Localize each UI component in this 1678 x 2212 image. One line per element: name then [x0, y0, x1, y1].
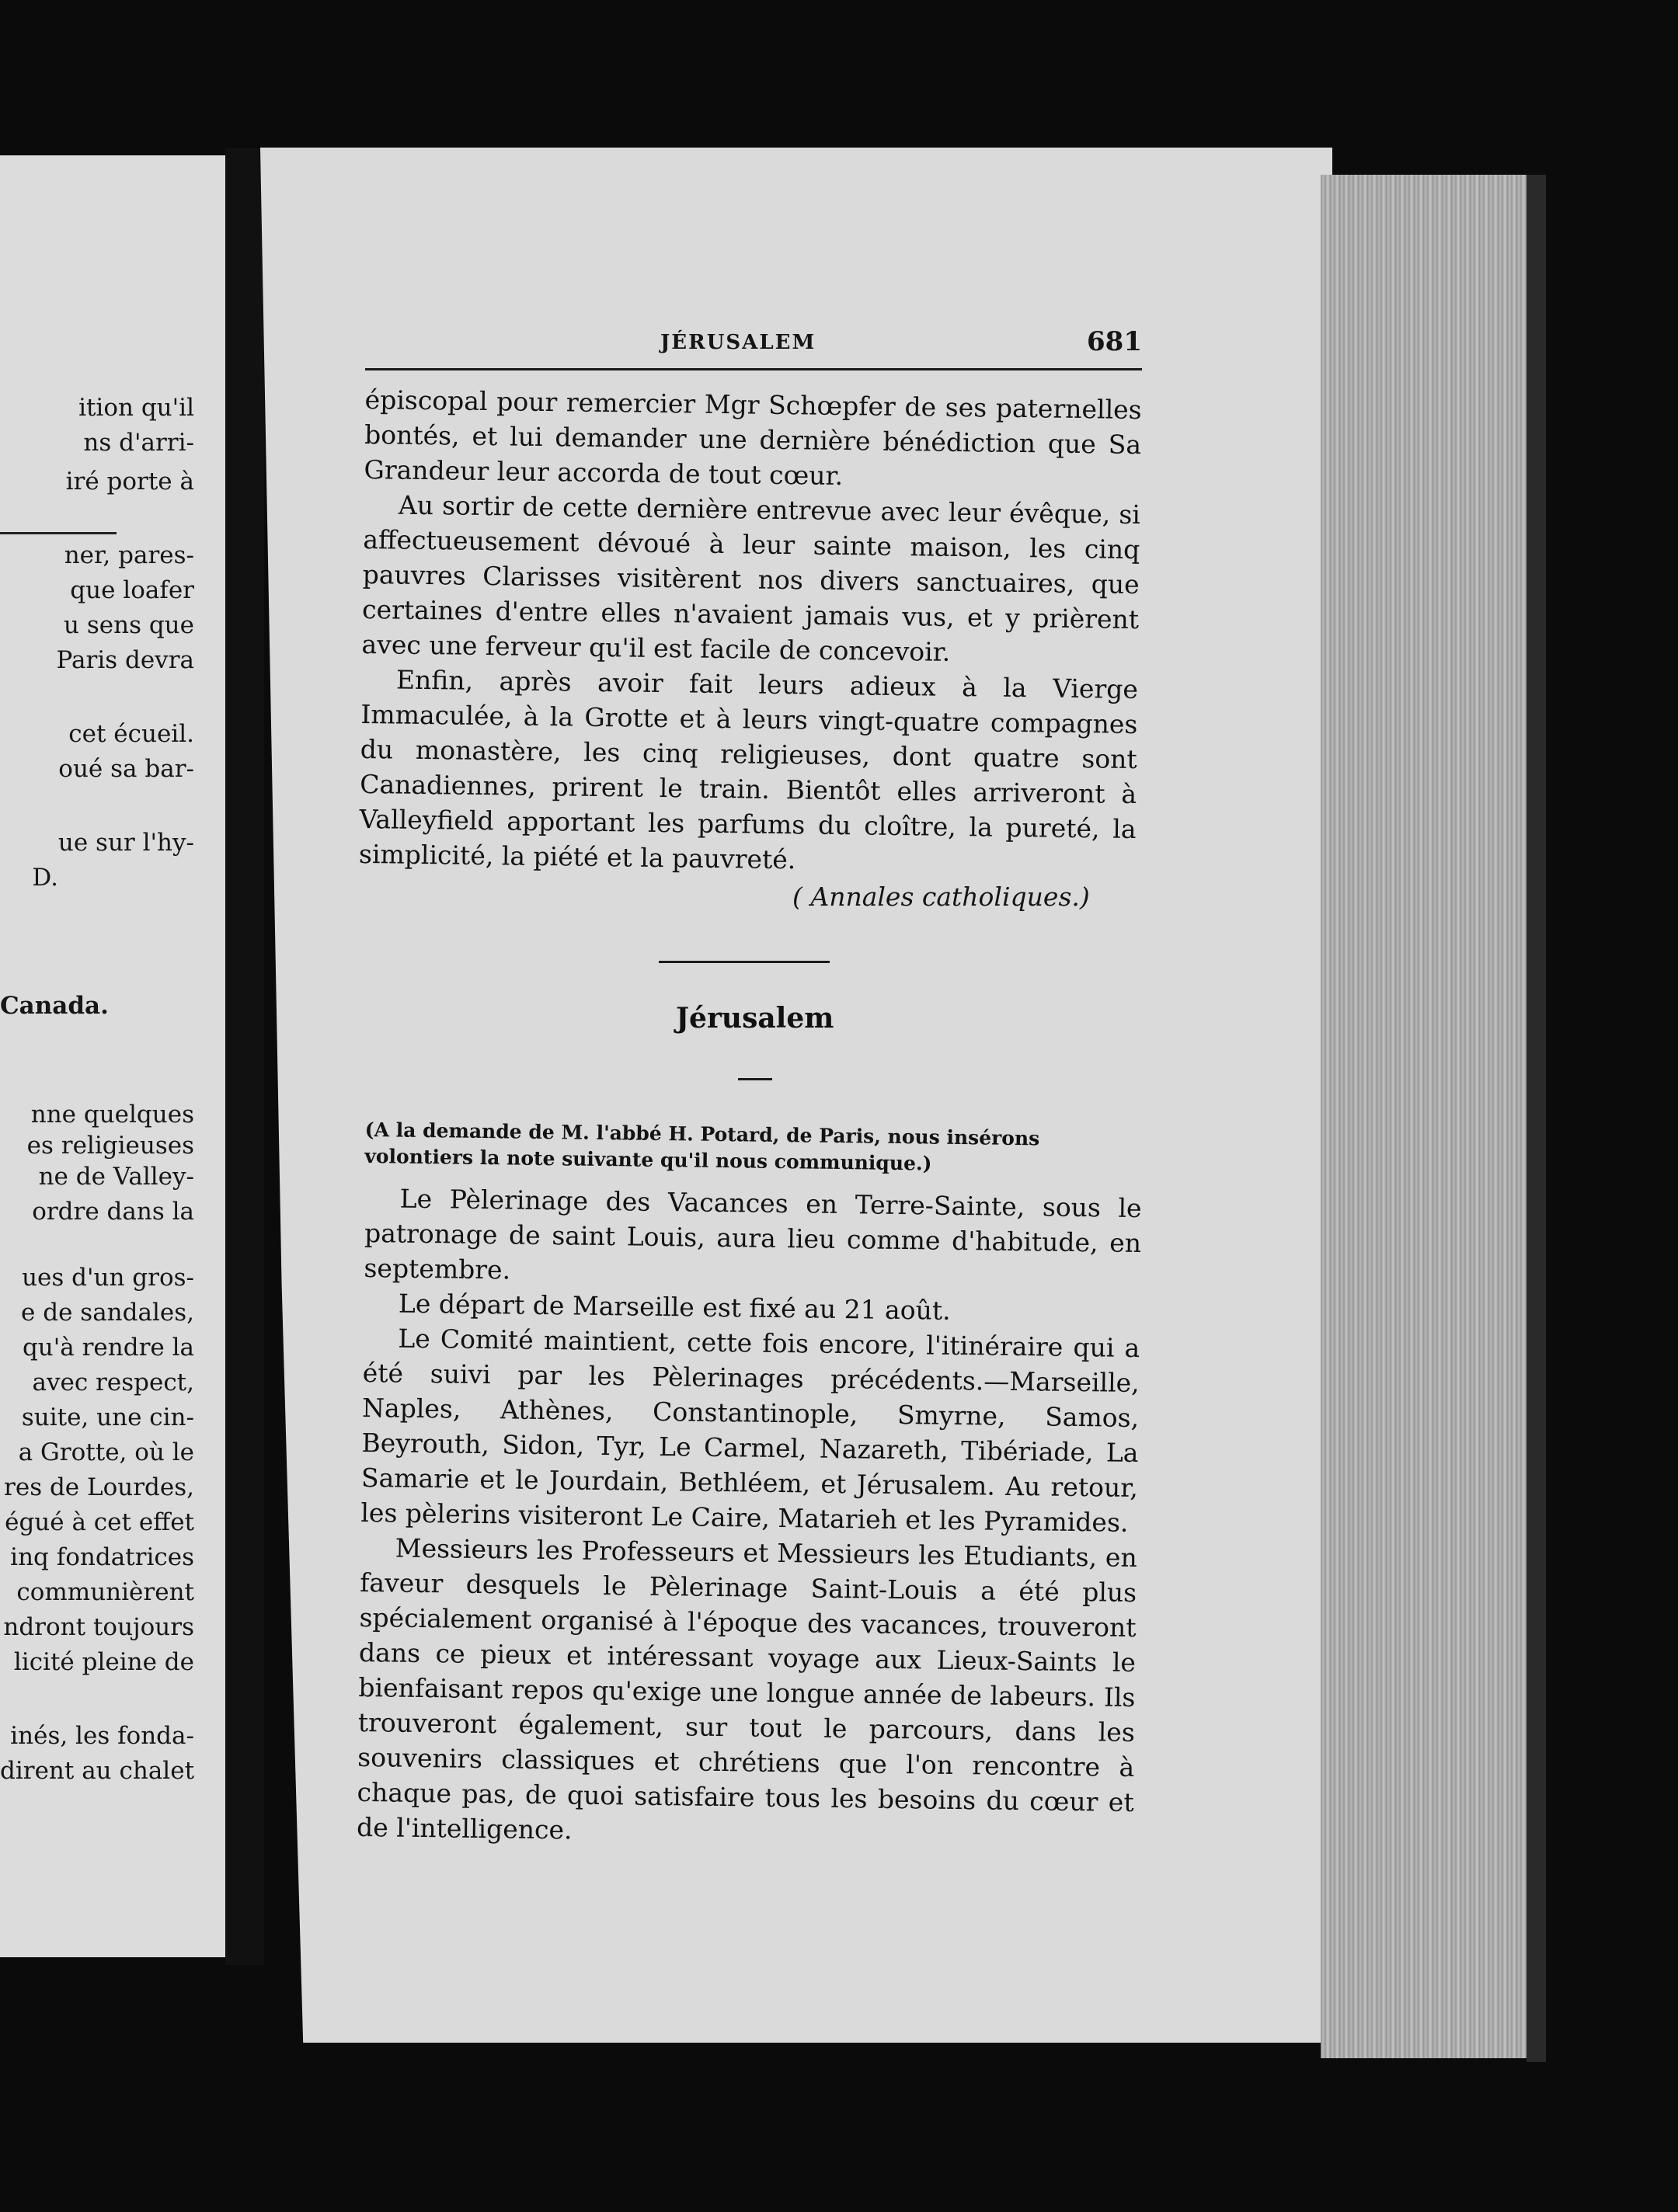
left-page-line: res de Lourdes,	[4, 1473, 194, 1501]
page-edges	[1321, 175, 1538, 2058]
left-page-line: Paris devra	[56, 646, 194, 674]
left-page-rule	[0, 532, 117, 534]
left-page-line: communièrent	[16, 1578, 194, 1606]
article-end-text	[359, 382, 1142, 882]
left-page-line: ues d'un gros-	[22, 1264, 194, 1292]
left-page-line: nne quelques	[30, 1101, 194, 1129]
book-cover-edge	[1527, 175, 1546, 2062]
paragraph: Le départ de Marseille est fixé au 21 août.	[398, 1288, 951, 1326]
paragraph: Le Comité maintient, cette fois encore, l'itinéraire qui a été suivi par les Pèlerinages précédents.—Marseille, Naples, Athènes, Constantinople, Smyrne, Samos, Beyrouth, Sidon, Tyr, Le Carmel, Nazareth, Tibériade, La Samarie et le Jourdain, Bethléem, et Jérusalem. Au retour, les pèlerins visiteront Le Caire, Matarieh et les Pyramides.	[360, 1323, 1140, 1538]
left-page	[0, 155, 233, 1957]
running-title: JÉRUSALEM	[660, 331, 816, 354]
page-header	[365, 326, 1142, 370]
page-number: 681	[1087, 326, 1142, 357]
left-page-line: u sens que	[64, 611, 194, 639]
book-gutter	[225, 148, 264, 1965]
left-page-line: oué sa bar-	[58, 755, 194, 783]
left-page-line: es religieuses	[26, 1132, 194, 1160]
left-page-line: qu'à rendre la	[22, 1334, 194, 1362]
section-title: Jérusalem	[676, 1002, 834, 1035]
left-page-line: ue sur l'hy-	[57, 829, 194, 857]
left-page-line: avec respect,	[32, 1369, 194, 1396]
left-page-line: D.	[32, 864, 58, 892]
left-page-line: ne de Valley-	[38, 1163, 194, 1191]
left-page-line: inq fondatrices	[10, 1543, 194, 1571]
left-page-line: a Grotte, où le	[18, 1438, 194, 1466]
left-page-line: e de sandales,	[21, 1299, 194, 1327]
paragraph: Au sortir de cette dernière entrevue avec leur évêque, si affectueusement dévoué à leur sainte maison, les cinq pauvres Clarisses visitèrent nos divers sanctuaires, que certaines d'entre elles n'avaient jamais vus, et y prièrent avec une ferveur qu'il est facile de concevoir.	[361, 489, 1141, 667]
section-separator	[659, 961, 830, 963]
left-page-line: ns d'arri-	[83, 429, 194, 457]
paragraph: Messieurs les Professeurs et Messieurs les Etudiants, en faveur desquels le Pèlerinage Saint-Louis a été plus spécialement organisé à l'époque des vacances, trouveront dans ce pieux et intéressant voyage aux Lieux-Saints le bienfaisant repos qu'exige une longue année de labeurs. Ils trouveront également, sur tout le parcours, dans les souvenirs classiques et chrétiens que l'on rencontre à chaque pas, de quoi satisfaire tous les besoins du cœur et de l'intelligence.	[356, 1532, 1137, 1845]
left-page-line: ndront toujours	[3, 1613, 194, 1641]
left-page-line: Canada.	[0, 992, 109, 1020]
section-body	[357, 1181, 1142, 1855]
left-page-line: suite, une cin-	[21, 1403, 194, 1431]
left-page-line: licité pleine de	[13, 1648, 194, 1676]
left-page-line: iré porte à	[65, 468, 194, 496]
paragraph: Le Pèlerinage des Vacances en Terre-Sainte, sous le patronage de saint Louis, aura lieu comme d'habitude, en septembre.	[364, 1183, 1142, 1285]
source-citation: ( Annales catholiques.)	[792, 882, 1090, 912]
left-page-line: ordre dans la	[32, 1198, 194, 1226]
left-page-line: inés, les fonda-	[10, 1722, 194, 1750]
left-page-line: égué à cet effet	[5, 1508, 194, 1536]
left-page-line: que loafer	[70, 576, 194, 604]
left-page-line: cet écueil.	[68, 720, 194, 748]
paragraph: épiscopal pour remercier Mgr Schœpfer de ses paternelles bontés, et lui demander une dernière bénédiction que Sa Grandeur leur accorda de tout cœur.	[364, 384, 1142, 492]
left-page-line: ner, pares-	[64, 541, 194, 569]
left-page-line: ition qu'il	[78, 394, 194, 422]
paragraph: Enfin, après avoir fait leurs adieux à la Vierge Immaculée, à la Grotte et à leurs vingt-quatre compagnes du monastère, les cinq religieuses, dont quatre sont Canadiennes, prirent le train. Bientôt elles arriveront à Valleyfield apportant les parfums du cloître, la pureté, la simplicité, la piété et la pauvreté.	[358, 664, 1139, 875]
left-page-line: dirent au chalet	[0, 1757, 195, 1785]
editor-note: (A la demande de M. l'abbé H. Potard, de Paris, nous insérons volontiers la note suivante qu'il nous communique.)	[364, 1118, 1040, 1175]
title-rule	[738, 1078, 772, 1080]
